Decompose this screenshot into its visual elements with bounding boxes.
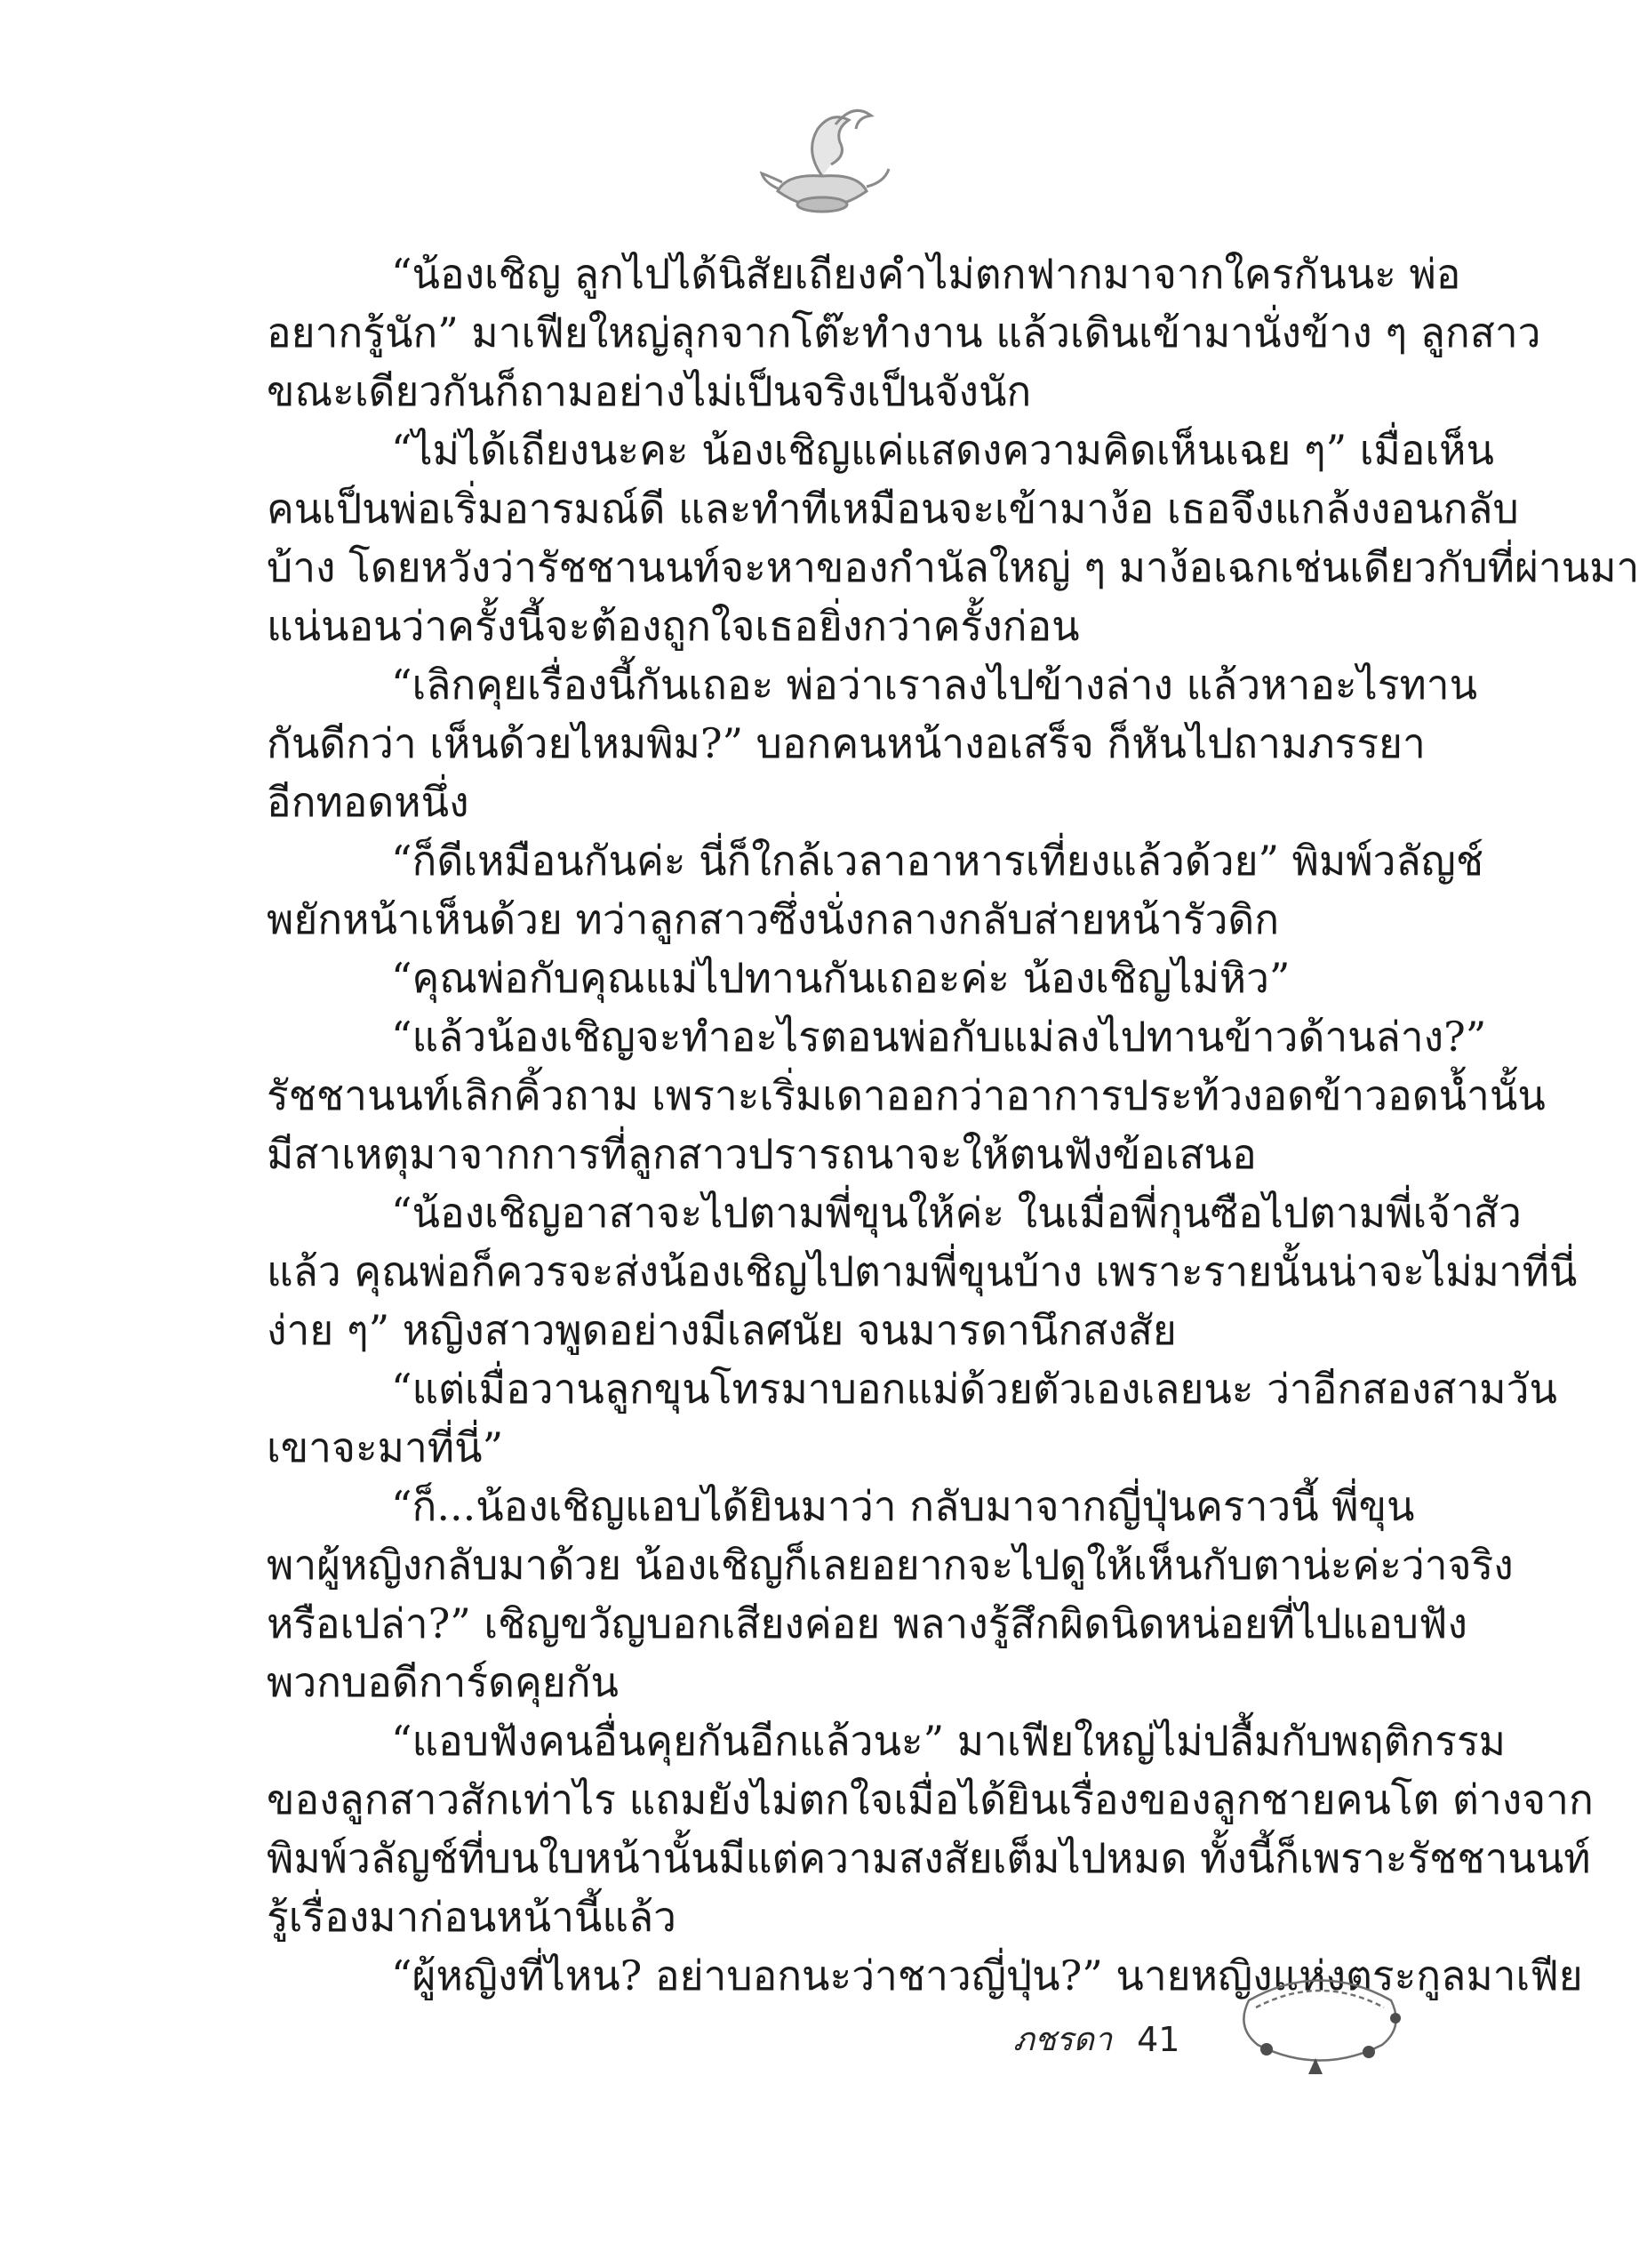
paragraph-first-line: “ก็...น้องเชิญแอบได้ยินมาว่า กลับมาจากญี่ปุ่นคราวนี้ พี่ขุน [391,1482,1415,1530]
paragraph-first-line: “แต่เมื่อวานลูกขุนโทรมาบอกแม่ด้วยตัวเองเลยนะ ว่าอีกสองสามวัน [391,1365,1557,1413]
paragraph-line: พาผู้หญิงกลับมาด้วย น้องเชิญก็เลยอยากจะไปดูให้เห็นกับตาน่ะค่ะว่าจริง [267,1541,1514,1589]
paragraph-line: อีกทอดหนึ่ง [267,778,469,826]
paragraph-line: บ้าง โดยหวังว่ารัชชานนท์จะหาของกำนัลใหญ่ ๆ มาง้อเฉกเช่นเดียวกับที่ผ่านมา [267,543,1639,591]
paragraph-first-line: “ไม่ได้เถียงนะคะ น้องเชิญแค่แสดงความคิดเห็นเฉย ๆ” เมื่อเห็น [391,426,1494,474]
page-footer [1013,2014,1179,2064]
paragraph-first-line: “คุณพ่อกับคุณแม่ไปทานกันเถอะค่ะ น้องเชิญไม่หิว” [391,954,1291,1002]
genie-lamp-icon [751,98,893,222]
paragraph-first-line: “ก็ดีเหมือนกันค่ะ นี่ก็ใกล้เวลาอาหารเที่ยงแล้วด้วย” พิมพ์วลัญช์ [391,837,1484,885]
paragraph-first-line: “น้องเชิญอาสาจะไปตามพี่ขุนให้ค่ะ ในเมื่อพี่กุนซือไปตามพี่เจ้าสัว [391,1189,1522,1237]
paragraph-line: แน่นอนว่าครั้งนี้จะต้องถูกใจเธอยิ่งกว่าครั้งก่อน [267,602,1080,650]
paragraph-first-line: “แอบฟังคนอื่นคุยกันอีกแล้วนะ” มาเฟียใหญ่ไม่ปลื้มกับพฤติกรรม [391,1717,1506,1765]
running-title: ภชรดา [1013,2022,1113,2058]
paragraph-line: ขณะเดียวกันก็ถามอย่างไม่เป็นจริงเป็นจังนัก [267,367,1032,415]
paragraph-first-line: “แล้วน้องเชิญจะทำอะไรตอนพ่อกับแม่ลงไปทานข้าวด้านล่าง?” [391,1013,1487,1061]
paragraph-first-line: “น้องเชิญ ลูกไปได้นิสัยเถียงคำไม่ตกฟากมาจากใครกันนะ พ่อ [391,250,1461,298]
paragraph-line: แล้ว คุณพ่อก็ควรจะส่งน้องเชิญไปตามพี่ขุนบ้าง เพราะรายนั้นน่าจะไม่มาที่นี่ [267,1247,1578,1295]
paragraph-line: คนเป็นพ่อเริ่มอารมณ์ดี และทำทีเหมือนจะเข้ามาง้อ เธอจึงแกล้งงอนกลับ [267,485,1519,533]
paragraph-first-line: “ผู้หญิงที่ไหน? อย่าบอกนะว่าชาวญี่ปุ่น?” นายหญิงแห่งตระกูลมาเฟีย [391,1951,1583,2000]
page-number: 41 [1137,2019,1180,2059]
paragraph-line: กันดีกว่า เห็นด้วยไหมพิม?” บอกคนหน้างอเสร็จ ก็หันไปถามภรรยา [267,719,1426,767]
paragraph-line: ของลูกสาวสักเท่าไร แถมยังไม่ตกใจเมื่อได้ยินเรื่องของลูกชายคนโต ต่างจาก [267,1775,1594,1823]
paragraph-line: พยักหน้าเห็นด้วย ทว่าลูกสาวซึ่งนั่งกลางกลับส่ายหน้ารัวดิก [267,895,1280,943]
paragraph-line: รัชชานนท์เลิกคิ้วถาม เพราะเริ่มเดาออกว่าอาการประท้วงอดข้าวอดน้ำนั้น [267,1071,1546,1119]
charm-bracelet-icon [1231,1965,1409,2080]
paragraph-line: รู้เรื่องมาก่อนหน้านี้แล้ว [267,1893,677,1941]
paragraph-first-line: “เลิกคุยเรื่องนี้กันเถอะ พ่อว่าเราลงไปข้างล่าง แล้วหาอะไรทาน [391,661,1478,709]
page-body [267,244,1639,2005]
paragraph-line: อยากรู้นัก” มาเฟียใหญ่ลุกจากโต๊ะทำงาน แล้วเดินเข้ามานั่งข้าง ๆ ลูกสาว [267,309,1541,357]
paragraph-line: มีสาเหตุมาจากการที่ลูกสาวปรารถนาจะให้ตนฟังข้อเสนอ [267,1130,1257,1178]
paragraph-line: พิมพ์วลัญช์ที่บนใบหน้านั้นมีแต่ความสงสัยเต็มไปหมด ทั้งนี้ก็เพราะรัชชานนท์ [267,1834,1591,1882]
paragraph-line: พวกบอดีการ์ดคุยกัน [267,1658,619,1706]
paragraph-line: ง่าย ๆ” หญิงสาวพูดอย่างมีเลศนัย จนมารดานึกสงสัย [267,1306,1177,1354]
paragraph-line: หรือเปล่า?” เชิญขวัญบอกเสียงค่อย พลางรู้สึกผิดนิดหน่อยที่ไปแอบฟัง [267,1599,1467,1647]
paragraph-line: เขาจะมาที่นี่” [267,1423,504,1471]
